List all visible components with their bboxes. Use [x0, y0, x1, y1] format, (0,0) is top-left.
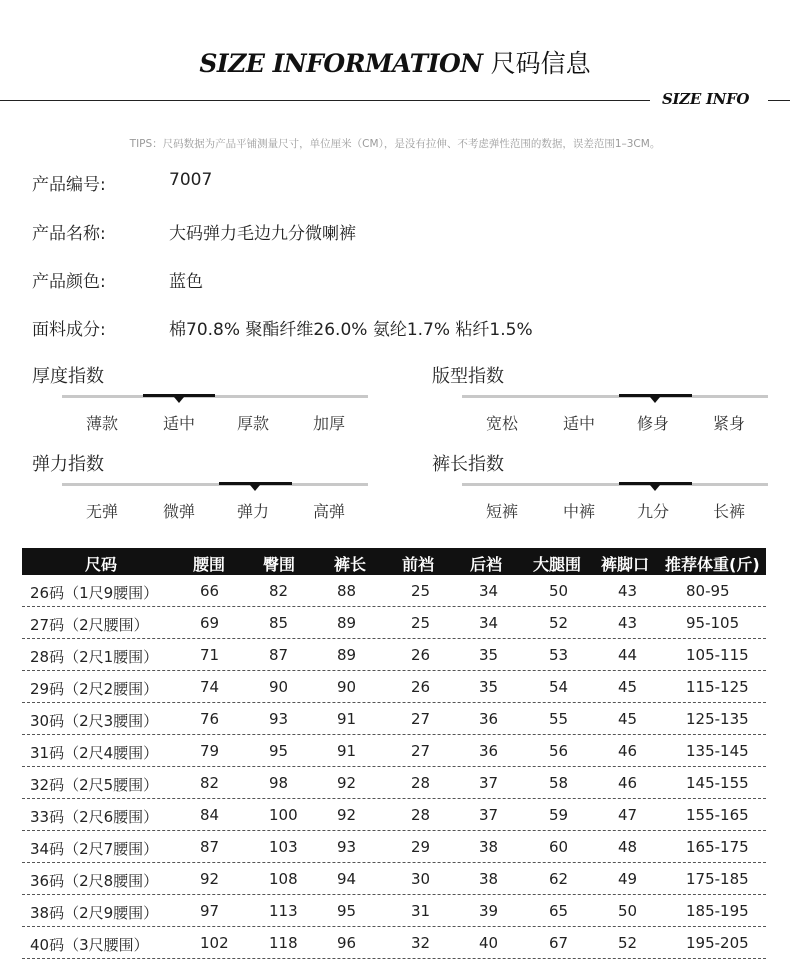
- table-cell: 28: [411, 774, 431, 792]
- size-table-body: [22, 575, 766, 959]
- header-cell: 尺码: [85, 555, 118, 574]
- table-cell: 67: [549, 934, 569, 952]
- thickness-index-pointer: [174, 397, 184, 403]
- table-cell: 52: [549, 614, 569, 632]
- product-color-label: 产品颜色:: [32, 272, 106, 292]
- size-cell: 27码（2尺腰围）: [30, 616, 149, 634]
- table-cell: 80-95: [686, 582, 730, 600]
- table-cell: 91: [337, 742, 357, 760]
- table-cell: 195-205: [686, 934, 749, 952]
- fit-index-title: 版型指数: [432, 366, 504, 387]
- table-cell: 34: [479, 582, 499, 600]
- table-cell: 90: [337, 678, 357, 696]
- header-cell: 臀围: [263, 555, 296, 574]
- table-cell: 48: [618, 838, 638, 856]
- elasticity-option: 高弹: [312, 502, 345, 521]
- table-cell: 46: [618, 742, 638, 760]
- table-cell: 36: [479, 710, 499, 728]
- table-row: [22, 671, 766, 703]
- table-cell: 108: [269, 870, 298, 888]
- table-cell: 55: [549, 710, 569, 728]
- table-cell: 44: [618, 646, 638, 664]
- length-option: 中裤: [562, 502, 595, 521]
- fabric-value: 棉70.8% 聚酯纤维26.0% 氨纶1.7% 粘纤1.5%: [169, 320, 533, 340]
- length-option: 短裤: [485, 502, 518, 521]
- product-name-label: 产品名称:: [32, 224, 106, 244]
- table-cell: 76: [200, 710, 220, 728]
- table-row: [22, 607, 766, 639]
- table-cell: 71: [200, 646, 220, 664]
- table-cell: 35: [479, 646, 499, 664]
- table-cell: 50: [549, 582, 569, 600]
- header-cell: 裤脚口: [601, 555, 650, 574]
- size-cell: 26码（1尺9腰围）: [30, 584, 159, 602]
- table-cell: 31: [411, 902, 431, 920]
- table-cell: 25: [411, 582, 431, 600]
- table-cell: 165-175: [686, 838, 749, 856]
- table-cell: 25: [411, 614, 431, 632]
- table-cell: 113: [269, 902, 298, 920]
- table-row: [22, 735, 766, 767]
- table-cell: 52: [618, 934, 638, 952]
- table-cell: 43: [618, 614, 638, 632]
- table-cell: 115-125: [686, 678, 749, 696]
- table-row: [22, 799, 766, 831]
- table-cell: 45: [618, 678, 638, 696]
- table-cell: 92: [337, 774, 357, 792]
- header-divider-right: [768, 100, 790, 101]
- table-cell: 84: [200, 806, 220, 824]
- table-cell: 145-155: [686, 774, 749, 792]
- table-cell: 79: [200, 742, 220, 760]
- table-row: [22, 927, 766, 959]
- size-cell: 31码（2尺4腰围）: [30, 744, 159, 762]
- size-cell: 33码（2尺6腰围）: [30, 808, 159, 826]
- table-cell: 58: [549, 774, 569, 792]
- table-cell: 34: [479, 614, 499, 632]
- table-cell: 69: [200, 614, 220, 632]
- product-code-value: 7007: [169, 170, 213, 190]
- table-cell: 50: [618, 902, 638, 920]
- table-cell: 60: [549, 838, 569, 856]
- length-option: 九分: [636, 502, 669, 521]
- table-cell: 38: [479, 838, 499, 856]
- table-cell: 102: [200, 934, 229, 952]
- table-cell: 39: [479, 902, 499, 920]
- table-cell: 95: [337, 902, 357, 920]
- table-cell: 92: [337, 806, 357, 824]
- table-cell: 105-115: [686, 646, 749, 664]
- table-cell: 94: [337, 870, 357, 888]
- fit-option: 修身: [636, 414, 669, 433]
- length-index-bar: [462, 483, 768, 486]
- fit-option: 紧身: [712, 414, 745, 433]
- fit-option: 适中: [562, 414, 595, 433]
- table-cell: 47: [618, 806, 638, 824]
- elasticity-option: 微弹: [162, 502, 195, 521]
- table-cell: 62: [549, 870, 569, 888]
- table-cell: 82: [200, 774, 220, 792]
- table-cell: 103: [269, 838, 298, 856]
- table-cell: 26: [411, 646, 431, 664]
- table-cell: 43: [618, 582, 638, 600]
- table-cell: 30: [411, 870, 431, 888]
- table-cell: 93: [337, 838, 357, 856]
- table-cell: 36: [479, 742, 499, 760]
- table-cell: 95: [269, 742, 289, 760]
- size-cell: 30码（2尺3腰围）: [30, 712, 159, 730]
- thickness-option: 适中: [162, 414, 195, 433]
- table-cell: 91: [337, 710, 357, 728]
- elasticity-index-pointer: [250, 485, 260, 491]
- thickness-index-bar: [62, 395, 368, 398]
- table-cell: 87: [200, 838, 220, 856]
- elasticity-option: 弹力: [236, 502, 269, 521]
- fit-index-bar: [462, 395, 768, 398]
- thickness-option: 厚款: [236, 414, 269, 433]
- elasticity-index-bar: [62, 483, 368, 486]
- tips-note: TIPS：尺码数据为产品平铺测量尺寸，单位厘米（CM），是没有拉伸、不考虑弹性范围的数据，误差范围1–3CM。: [129, 138, 661, 150]
- size-cell: 36码（2尺8腰围）: [30, 872, 159, 890]
- table-row: [22, 639, 766, 671]
- table-cell: 37: [479, 774, 499, 792]
- header-cell: 前裆: [402, 555, 435, 574]
- table-row: [22, 863, 766, 895]
- table-cell: 89: [337, 614, 357, 632]
- title-en: SIZE INFORMATION: [199, 49, 483, 78]
- table-cell: 66: [200, 582, 220, 600]
- header-cell: 裤长: [334, 555, 367, 574]
- table-cell: 65: [549, 902, 569, 920]
- fit-option: 宽松: [485, 414, 518, 433]
- table-cell: 97: [200, 902, 220, 920]
- fabric-label: 面料成分:: [32, 320, 106, 340]
- size-table-header: [22, 548, 766, 575]
- table-cell: 98: [269, 774, 289, 792]
- table-cell: 135-145: [686, 742, 749, 760]
- thickness-option: 薄款: [85, 414, 118, 433]
- table-row: [22, 831, 766, 863]
- thickness-option: 加厚: [312, 414, 345, 433]
- product-name-value: 大码弹力毛边九分微喇裤: [169, 224, 356, 244]
- table-cell: 28: [411, 806, 431, 824]
- subtitle-en: SIZE INFO: [662, 90, 750, 108]
- table-cell: 175-185: [686, 870, 749, 888]
- fit-index-pointer: [650, 397, 660, 403]
- table-row: [22, 575, 766, 607]
- table-cell: 87: [269, 646, 289, 664]
- table-cell: 32: [411, 934, 431, 952]
- table-cell: 49: [618, 870, 638, 888]
- table-cell: 56: [549, 742, 569, 760]
- table-cell: 90: [269, 678, 289, 696]
- size-cell: 34码（2尺7腰围）: [30, 840, 159, 858]
- size-cell: 32码（2尺5腰围）: [30, 776, 159, 794]
- size-cell: 29码（2尺2腰围）: [30, 680, 159, 698]
- elasticity-index-title: 弹力指数: [32, 454, 104, 475]
- size-cell: 38码（2尺9腰围）: [30, 904, 159, 922]
- length-option: 长裤: [712, 502, 745, 521]
- table-cell: 88: [337, 582, 357, 600]
- table-cell: 59: [549, 806, 569, 824]
- table-cell: 92: [200, 870, 220, 888]
- header-cell: 腰围: [193, 555, 226, 574]
- elasticity-option: 无弹: [85, 502, 118, 521]
- header-cell: 推荐体重(斤): [665, 555, 760, 574]
- table-cell: 38: [479, 870, 499, 888]
- size-table: [22, 548, 766, 959]
- table-cell: 27: [411, 710, 431, 728]
- table-cell: 82: [269, 582, 289, 600]
- table-cell: 35: [479, 678, 499, 696]
- length-index-pointer: [650, 485, 660, 491]
- table-cell: 29: [411, 838, 431, 856]
- table-cell: 37: [479, 806, 499, 824]
- table-cell: 93: [269, 710, 289, 728]
- table-cell: 96: [337, 934, 357, 952]
- table-cell: 125-135: [686, 710, 749, 728]
- table-cell: 155-165: [686, 806, 749, 824]
- table-cell: 45: [618, 710, 638, 728]
- length-index-title: 裤长指数: [432, 454, 504, 475]
- table-cell: 89: [337, 646, 357, 664]
- table-cell: 185-195: [686, 902, 749, 920]
- page-title: [0, 44, 790, 80]
- size-cell: 28码（2尺1腰围）: [30, 648, 159, 666]
- table-cell: 100: [269, 806, 298, 824]
- table-cell: 53: [549, 646, 569, 664]
- table-cell: 85: [269, 614, 289, 632]
- product-color-value: 蓝色: [169, 272, 203, 292]
- header-divider-left: [0, 100, 650, 101]
- table-cell: 26: [411, 678, 431, 696]
- table-row: [22, 767, 766, 799]
- table-row: [22, 895, 766, 927]
- table-cell: 74: [200, 678, 220, 696]
- table-row: [22, 703, 766, 735]
- table-cell: 54: [549, 678, 569, 696]
- table-cell: 46: [618, 774, 638, 792]
- table-cell: 27: [411, 742, 431, 760]
- product-code-label: 产品编号:: [32, 175, 106, 195]
- header-cell: 后裆: [470, 555, 503, 574]
- table-cell: 40: [479, 934, 499, 952]
- title-cn: 尺码信息: [490, 49, 591, 78]
- size-cell: 40码（3尺腰围）: [30, 936, 149, 954]
- header-cell: 大腿围: [533, 555, 582, 574]
- thickness-index-title: 厚度指数: [32, 366, 104, 387]
- table-cell: 118: [269, 934, 298, 952]
- table-cell: 95-105: [686, 614, 740, 632]
